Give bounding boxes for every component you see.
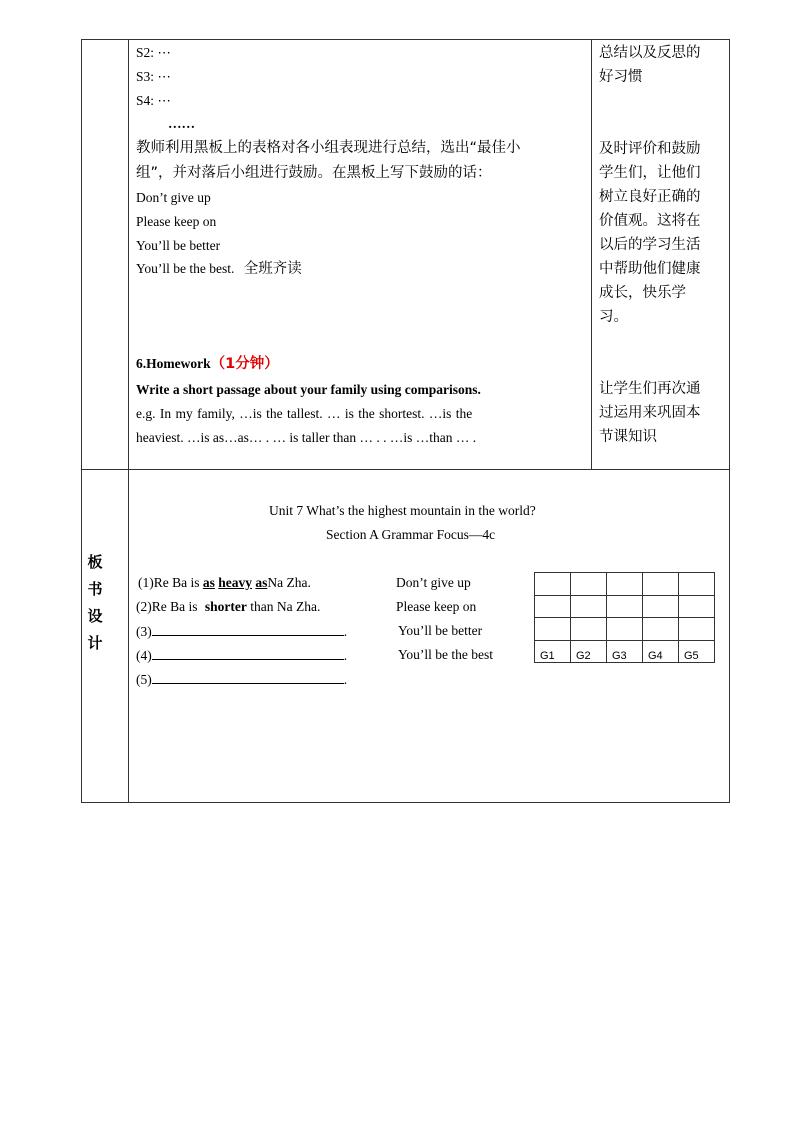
blank-underline <box>152 671 344 684</box>
homework-heading <box>136 356 279 372</box>
blank-end: . <box>343 648 348 663</box>
homework-title: 6.Homework <box>136 356 211 371</box>
teacher-note-line: 教师利用黑板上的表格对各小组表现进行总结，选出“最佳小 <box>136 140 521 156</box>
side-note-line: 让学生们再次通 <box>599 381 701 397</box>
board-label-char: 计 <box>87 634 103 652</box>
example-text: (2)Re Ba is <box>136 599 198 614</box>
example-keyword: as <box>255 575 268 590</box>
group-label: G5 <box>679 640 715 663</box>
grid-cell <box>607 618 643 641</box>
blank-number: (3) <box>136 624 152 639</box>
grid-label-row <box>535 640 715 663</box>
side-note-line: 总结以及反思的 <box>599 45 701 61</box>
table-right-border <box>729 39 730 803</box>
student-line: S4: ⋯ <box>136 93 171 108</box>
table-top-border <box>81 39 730 40</box>
board-encouragement: Please keep on <box>396 599 477 614</box>
blank-line <box>136 671 347 688</box>
side-note-line: 价值观。这将在 <box>599 213 701 229</box>
group-label: G2 <box>571 640 607 663</box>
group-score-grid <box>534 572 715 663</box>
group-label: G1 <box>535 640 571 663</box>
blank-end: . <box>343 672 348 687</box>
grid-cell <box>535 573 571 596</box>
group-label: G3 <box>607 640 643 663</box>
grid-cell <box>643 573 679 596</box>
encouraging-phrase: You’ll be better <box>136 238 221 253</box>
board-title: Unit 7 What’s the highest mountain in the world? <box>269 503 536 518</box>
blank-number: (5) <box>136 672 152 687</box>
example-text: Na Zha. <box>267 575 311 590</box>
grid-cell <box>679 595 715 618</box>
homework-time: （1分钟） <box>210 356 279 372</box>
board-encouragement: Don’t give up <box>396 575 471 590</box>
table-row-divider <box>81 469 730 470</box>
side-note-line: 树立良好正确的 <box>599 189 701 205</box>
homework-task: Write a short passage about your family using comparisons. <box>136 382 481 397</box>
table-notes-divider <box>591 39 592 470</box>
homework-example: e.g. In my family, …is the tallest. … is the shortest. …is the <box>136 406 473 421</box>
grid-cell <box>607 573 643 596</box>
side-note-line: 学生们，让他们 <box>599 165 701 181</box>
table-bottom-border <box>81 802 730 803</box>
blank-number: (4) <box>136 648 152 663</box>
board-label-char: 板 <box>87 553 103 571</box>
blank-line <box>136 647 347 664</box>
blank-underline <box>152 647 344 660</box>
encouraging-phrase: You’ll be the best. <box>136 261 235 276</box>
example-keyword: shorter <box>204 599 247 614</box>
side-note-line: 过运用来巩固本 <box>599 405 701 421</box>
grid-cell <box>535 595 571 618</box>
grid-cell <box>679 573 715 596</box>
board-subtitle: Section A Grammar Focus—4c <box>326 527 496 542</box>
grid-cell <box>535 618 571 641</box>
side-note-homework <box>599 377 701 449</box>
side-note-line: 节课知识 <box>599 429 657 445</box>
board-encouragement: You’ll be better <box>398 623 483 638</box>
side-note-reflection <box>599 41 701 89</box>
grid-cell <box>607 595 643 618</box>
grid-row <box>535 618 715 641</box>
grid-cell <box>571 573 607 596</box>
blank-end: . <box>343 624 348 639</box>
grid-cell <box>571 618 607 641</box>
grid-row <box>535 573 715 596</box>
side-note-line: 习。 <box>599 309 628 325</box>
board-label-char: 书 <box>87 580 103 598</box>
side-note-line: 及时评价和鼓励 <box>599 141 701 157</box>
example-sentence-2 <box>136 599 320 615</box>
table-column-divider <box>128 39 129 803</box>
board-label-char: 设 <box>87 607 103 625</box>
encouraging-phrase-row <box>136 261 302 277</box>
encouraging-phrase: Don’t give up <box>136 190 211 205</box>
side-note-evaluation <box>599 137 701 329</box>
board-encouragement: You’ll be the best <box>398 647 494 662</box>
grid-cell <box>679 618 715 641</box>
teacher-note-line: 组”，并对落后小组进行鼓励。在黑板上写下鼓励的话： <box>136 165 492 181</box>
grid-cell <box>643 618 679 641</box>
student-line: S3: ⋯ <box>136 69 171 84</box>
blank-underline <box>152 623 344 636</box>
grid-row <box>535 595 715 618</box>
blank-line <box>136 623 347 640</box>
table-left-border <box>81 39 82 803</box>
example-sentence-1 <box>138 575 311 591</box>
example-text: (1)Re Ba is <box>138 575 200 590</box>
side-note-line: 以后的学习生活 <box>599 237 701 253</box>
example-keyword: heavy <box>218 575 253 590</box>
side-note-line: 成长，快乐学 <box>599 285 686 301</box>
group-label: G4 <box>643 640 679 663</box>
ellipsis: …… <box>168 116 195 131</box>
side-note-line: 中帮助他们健康 <box>599 261 701 277</box>
student-line: S2: ⋯ <box>136 45 171 60</box>
encouraging-phrase: Please keep on <box>136 214 217 229</box>
example-keyword: as <box>202 575 215 590</box>
board-design-label <box>84 549 106 657</box>
side-note-line: 好习惯 <box>599 69 643 85</box>
read-together-note: 全班齐读 <box>243 261 302 277</box>
grid-cell <box>643 595 679 618</box>
grid-cell <box>571 595 607 618</box>
example-text: than Na Zha. <box>250 599 321 614</box>
homework-example: heaviest. …is as…as… . … is taller than … . . …is …than … . <box>136 430 477 445</box>
